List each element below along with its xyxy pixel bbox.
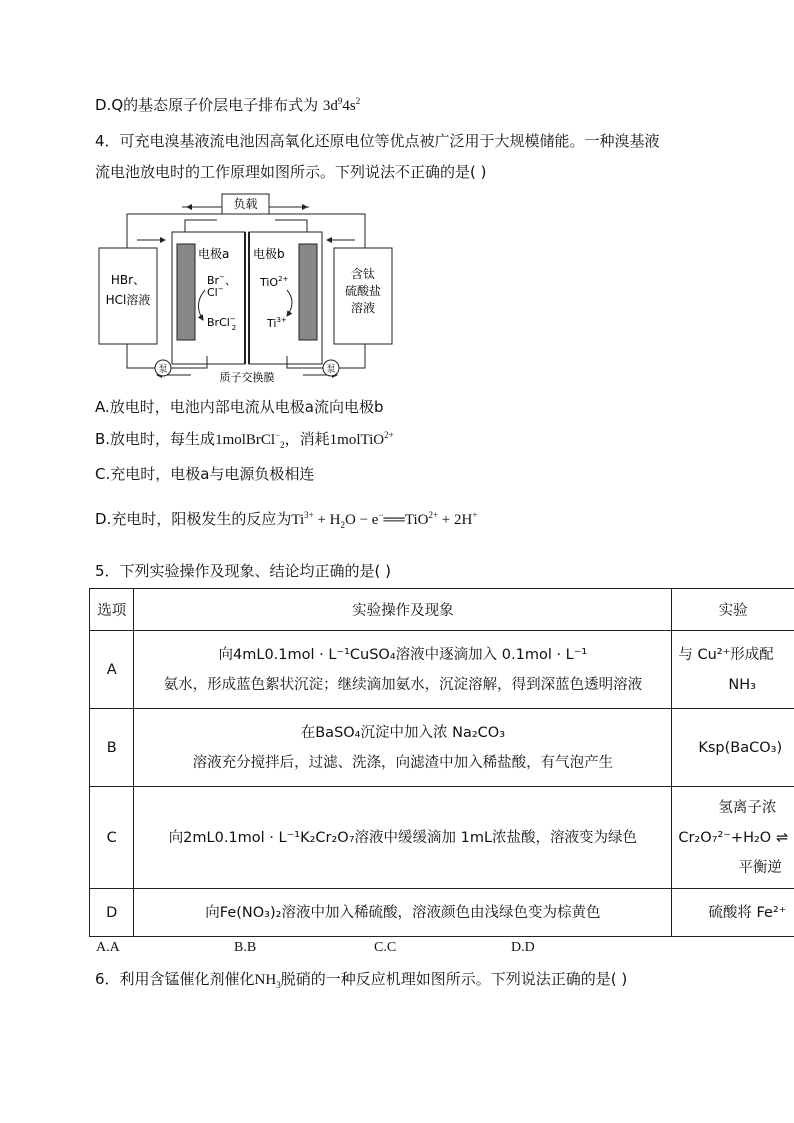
electrode-a-label: 电极a [198, 247, 230, 261]
q4-option-b: B.放电时，每生成1molBrCl−$_2$，消耗1molTiO$^{2+}$ [95, 430, 394, 450]
battery-diagram [97, 192, 397, 384]
q5-answer-c: C.C [374, 940, 397, 955]
q4-option-c: C.充电时，电极a与电源负极相连 [95, 465, 315, 483]
right-tank-label-1: 含钛 [350, 267, 376, 281]
q5-stem: 5．下列实验操作及现象、结论均正确的是( ) [95, 562, 392, 580]
electrode-b [299, 244, 317, 340]
table-row [90, 787, 794, 889]
header-conclusion: 实验 [672, 589, 794, 631]
row-a-option: A [90, 631, 134, 709]
q4-option-d: D.充电时，阳极发生的反应为$Ti^{3+} + H_2O$ − e−══TiO$^{2+}$ + 2H+ [95, 510, 478, 530]
membrane-label: 质子交换膜 [219, 371, 275, 384]
row-b-operation: 在BaSO₄沉淀中加入浓 Na₂CO₃ 溶液充分搅拌后，过滤、洗涤，向滤渣中加入稀盐酸，有气泡产生 [134, 709, 672, 787]
header-option: 选项 [90, 589, 134, 631]
row-c-conclusion: 氢离子浓 Cr₂O₇²⁻+H₂O ⇌ 平衡逆 [672, 787, 794, 889]
row-d-conclusion: 硫酸将 Fe²⁺ [672, 889, 794, 937]
q4-stem-line2: 流电池放电时的工作原理如图所示。下列说法不正确的是( ) [95, 163, 487, 181]
row-c-operation: 向2mL0.1mol · L⁻¹K₂Cr₂O₇溶液中缓缓滴加 1mL浓盐酸，溶液变为绿色 [134, 787, 672, 889]
table-row [90, 709, 794, 787]
row-d-operation: 向Fe(NO₃)₂溶液中加入稀硫酸，溶液颜色由浅绿色变为棕黄色 [134, 889, 672, 937]
left-pump-label: 泵 [158, 365, 168, 375]
prev-option-d: D.Q的基态原子价层电子排布式为 $3d^94s^2$ [95, 96, 361, 114]
electrode-a [177, 244, 195, 340]
q6-stem: 6．利用含锰催化剂催化$NH_3$脱硝的一种反应机理如图所示。下列说法正确的是( ) [95, 970, 628, 990]
brcl2-label: BrCl− 2 [207, 315, 237, 332]
right-tank-label-2: 硫酸盐 [344, 284, 382, 298]
table-header-row [90, 589, 794, 631]
electrode-b-label: 电极b [253, 247, 285, 261]
row-c-option: C [90, 787, 134, 889]
left-tank-label-2: HCl溶液 [105, 293, 151, 307]
row-b-option: B [90, 709, 134, 787]
q4-stem-line1: 4．可充电溴基液流电池因高氧化还原电位等优点被广泛用于大规模储能。一种溴基液 [95, 132, 660, 150]
q4-option-a: A.放电时，电池内部电流从电极a流向电极b [95, 398, 384, 416]
cl-label: Cl− [207, 285, 224, 299]
q5-answer-a: A.A [96, 940, 120, 955]
q5-answer-d: D.D [511, 940, 535, 955]
right-tank-label-3: 溶液 [350, 301, 376, 315]
q5-answer-b: B.B [234, 940, 257, 955]
row-a-conclusion: 与 Cu²⁺形成配 NH₃ [672, 631, 794, 709]
table-row [90, 889, 794, 937]
right-pump-label: 泵 [326, 365, 336, 375]
load-label: 负载 [233, 197, 258, 211]
br-label: Br−、 [207, 273, 236, 287]
left-tank-label-1: HBr、 [110, 273, 146, 287]
row-d-option: D [90, 889, 134, 937]
experiment-table [89, 588, 794, 937]
row-b-conclusion: Ksp(BaCO₃) [672, 709, 794, 787]
row-a-operation: 向4mL0.1mol · L⁻¹CuSO₄溶液中逐滴加入 0.1mol · L⁻¹ 氨水，形成蓝色絮状沉淀；继续滴加氨水，沉淀溶解，得到深蓝色透明溶液 [134, 631, 672, 709]
table-row [90, 631, 794, 709]
ti3-label: $Ti^{3+}$ [267, 316, 287, 330]
header-operation: 实验操作及现象 [134, 589, 672, 631]
tio2-label: TiO$^{2+}$ [260, 275, 289, 289]
